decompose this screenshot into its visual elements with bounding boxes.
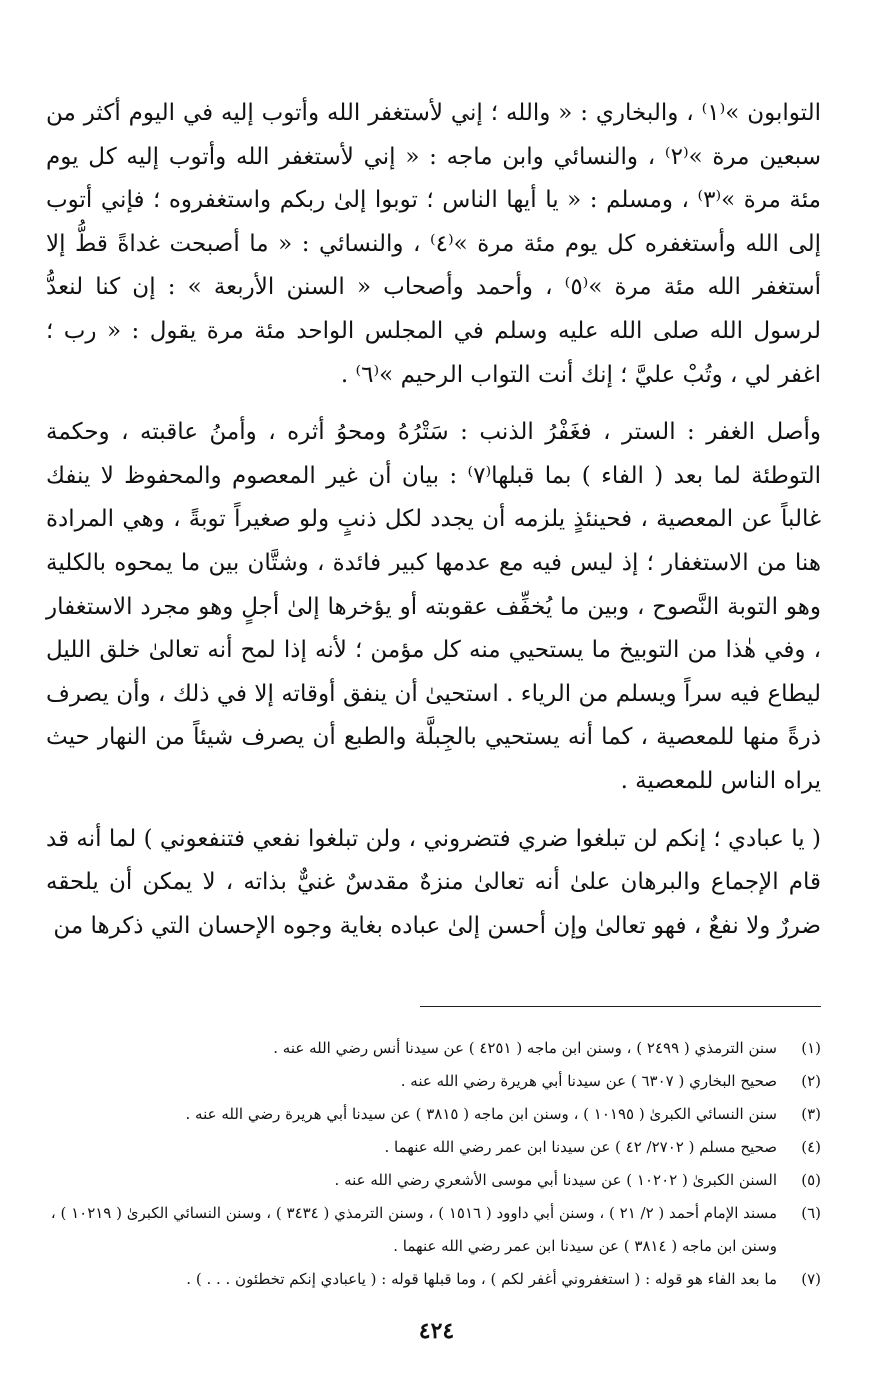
footnote-text: صحيح البخاري ( ٦٣٠٧ ) عن سيدنا أبي هريرة رضي الله عنه . bbox=[400, 1072, 777, 1090]
main-text bbox=[46, 92, 821, 948]
footnote-number: (٢) bbox=[801, 1072, 821, 1090]
footnote-text: سنن الترمذي ( ٢٤٩٩ ) ، وسنن ابن ماجه ( ٤٢٥١ ) عن سيدنا أنس رضي الله عنه . bbox=[273, 1039, 777, 1057]
paragraph-ya-ibadi: ( يا عبادي ؛ إنكم لن تبلغوا ضري فتضروني ، ولن تبلغوا نفعي فتنفعوني ) لما أنه قد قام الإجماع والبرهان علىٰ أنه تعالىٰ منزهٌ مقدسٌ غنيٌّ بذاته ، لا يمكن أن يلحقه ضررٌ ولا نفعٌ ، فهو تعالىٰ وإن أحسن إلىٰ عباده بغاية وجوه الإحسان التي ذكرها من bbox=[46, 825, 821, 939]
footnote-text: السنن الكبرىٰ ( ١٠٢٠٢ ) عن سيدنا أبي موسى الأشعري رضي الله عنه . bbox=[334, 1171, 777, 1189]
footnote-3 bbox=[46, 1098, 821, 1131]
footnote-text: سنن النسائي الكبرىٰ ( ١٠١٩٥ ) ، وسنن ابن ماجه ( ٣٨١٥ ) عن سيدنا أبي هريرة رضي الله عنه . bbox=[185, 1105, 777, 1123]
page-number: ٤٢٤ bbox=[418, 1318, 455, 1344]
footnote-divider bbox=[420, 1006, 821, 1007]
footnote-number: (١) bbox=[801, 1039, 821, 1057]
footnote-6 bbox=[46, 1197, 821, 1263]
footnote-2 bbox=[46, 1065, 821, 1098]
footnote-number: (٤) bbox=[801, 1138, 821, 1156]
footnotes bbox=[46, 1032, 821, 1296]
footnote-5 bbox=[46, 1164, 821, 1197]
paragraph-hadith-sources: التوابون »⁽١⁾ ، والبخاري : « والله ؛ إني لأستغفر الله وأتوب إليه في اليوم أكثر من سبعين مرة »⁽٢⁾ ، والنسائي وابن ماجه : « إني لأستغفر الله وأتوب إليه كل يوم مئة مرة »⁽٣⁾ ، ومسلم : « يا أيها الناس ؛ توبوا إلىٰ ربكم واستغفروه ؛ فإني أتوب إلى الله وأستغفره كل يوم مئة مرة »⁽٤⁾ ، والنسائي : « ما أصبحت غداةً قطُّ إلا أستغفر الله مئة مرة »⁽٥⁾ ، وأحمد وأصحاب « السنن الأربعة » : إن كنا لنعدُّ لرسول الله صلى الله عليه وسلم في المجلس الواحد مئة مرة يقول : « رب ؛ اغفر لي ، وتُبْ عليَّ ؛ إنك أنت التواب الرحيم »⁽٦⁾ . bbox=[46, 100, 822, 388]
paragraph-meaning-of-ghafr: وأصل الغفر : الستر ، فغَفْرُ الذنب : سَتْرُهُ ومحوُ أثره ، وأمنُ عاقبته ، وحكمة التوطئة لما بعد ( الفاء ) بما قبلها⁽٧⁾ : بيان أن غير المعصوم والمحفوظ لا ينفك غالباً عن المعصية ، فحينئذٍ يلزمه أن يجدد لكل ذنبٍ ولو صغيراً توبةً ، وهي المرادة هنا من الاستغفار ؛ إذ ليس فيه مع عدمها كبير فائدة ، وشتَّان بين ما يمحوه بالكلية وهو التوبة النَّصوح ، وبين ما يُخفِّف عقوبته أو يؤخرها إلىٰ أجلٍ وهو مجرد الاستغفار ، وفي هٰذا من التوبيخ ما يستحيي منه كل مؤمن ؛ لأنه إذا لمح أنه تعالىٰ خلق الليل ليطاع فيه سراً ويسلم من الرياء . استحيىٰ أن ينفق أوقاته إلا في ذلك ، وأن يصرف ذرةً منها للمعصية ، كما أنه يستحيي بالجِبلَّة والطبع أن يصرف شيئاً من النهار حيث يراه الناس للمعصية . bbox=[46, 419, 821, 794]
footnote-text: ما بعد الفاء هو قوله : ( استغفروني أغفر لكم ) ، وما قبلها قوله : ( ياعبادي إنكم تخطئون . . . ) . bbox=[186, 1270, 777, 1288]
footnote-1 bbox=[46, 1032, 821, 1065]
footnote-number: (٥) bbox=[801, 1171, 821, 1189]
footnote-text: مسند الإمام أحمد ( ٢/ ٢١ ) ، وسنن أبي داوود ( ١٥١٦ ) ، وسنن الترمذي ( ٣٤٣٤ ) ، وسنن النسائي الكبرىٰ ( ١٠٢١٩ ) ، وسنن ابن ماجه ( ٣٨١٤ ) عن سيدنا ابن عمر رضي الله عنهما . bbox=[50, 1204, 777, 1255]
footnote-text: صحيح مسلم ( ٢٧٠٢/ ٤٢ ) عن سيدنا ابن عمر رضي الله عنهما . bbox=[384, 1138, 777, 1156]
footnote-number: (٦) bbox=[801, 1204, 821, 1222]
footnote-4 bbox=[46, 1131, 821, 1164]
footnote-7 bbox=[46, 1263, 821, 1296]
footnote-number: (٧) bbox=[801, 1270, 821, 1288]
footnote-number: (٣) bbox=[801, 1105, 821, 1123]
